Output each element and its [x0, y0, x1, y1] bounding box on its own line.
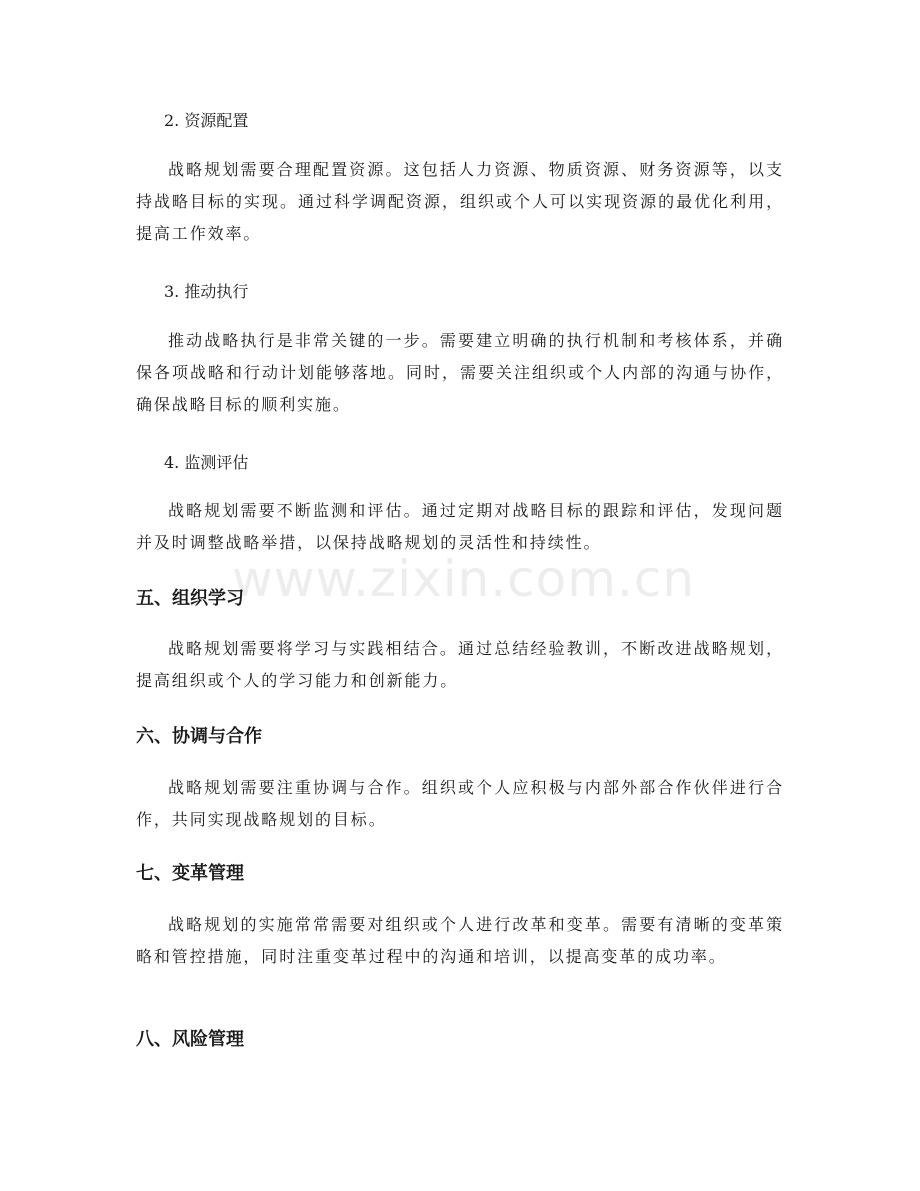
- section-heading-organizational-learning: 五、组织学习: [136, 588, 244, 609]
- paragraph-change-management: 战略规划的实施常常需要对组织或个人进行改革和变革。需要有清晰的变革策略和管控措施，同时注重变革过程中的沟通和培训，以提高变革的成功率。: [136, 915, 784, 966]
- paragraph-organizational-learning: 战略规划需要将学习与实践相结合。通过总结经验教训，不断改进战略规划，提高组织或个人的学习能力和创新能力。: [136, 639, 784, 690]
- subheading-resource-allocation: 2. 资源配置: [164, 111, 249, 130]
- section-heading-risk-management: 八、风险管理: [136, 1029, 244, 1050]
- paragraph-coordination: 战略规划需要注重协调与合作。组织或个人应积极与内部外部合作伙伴进行合作，共同实现战略规划的目标。: [136, 778, 784, 829]
- paragraph-resource-allocation: 战略规划需要合理配置资源。这包括人力资源、物质资源、财务资源等，以支持战略目标的实现。通过科学调配资源，组织或个人可以实现资源的最优化利用，提高工作效率。: [136, 160, 784, 243]
- section-heading-change-management: 七、变革管理: [136, 863, 244, 884]
- watermark: www.zixin.com.cn: [232, 550, 696, 608]
- paragraph-drive-execution: 推动战略执行是非常关键的一步。需要建立明确的执行机制和考核体系，并确保各项战略和行动计划能够落地。同时，需要关注组织或个人内部的沟通与协作，确保战略目标的顺利实施。: [136, 331, 784, 414]
- section-heading-coordination: 六、协调与合作: [136, 726, 262, 747]
- subheading-drive-execution: 3. 推动执行: [164, 282, 249, 301]
- paragraph-monitoring-evaluation: 战略规划需要不断监测和评估。通过定期对战略目标的跟踪和评估，发现问题并及时调整战略举措，以保持战略规划的灵活性和持续性。: [136, 501, 784, 552]
- subheading-monitoring-evaluation: 4. 监测评估: [164, 453, 249, 472]
